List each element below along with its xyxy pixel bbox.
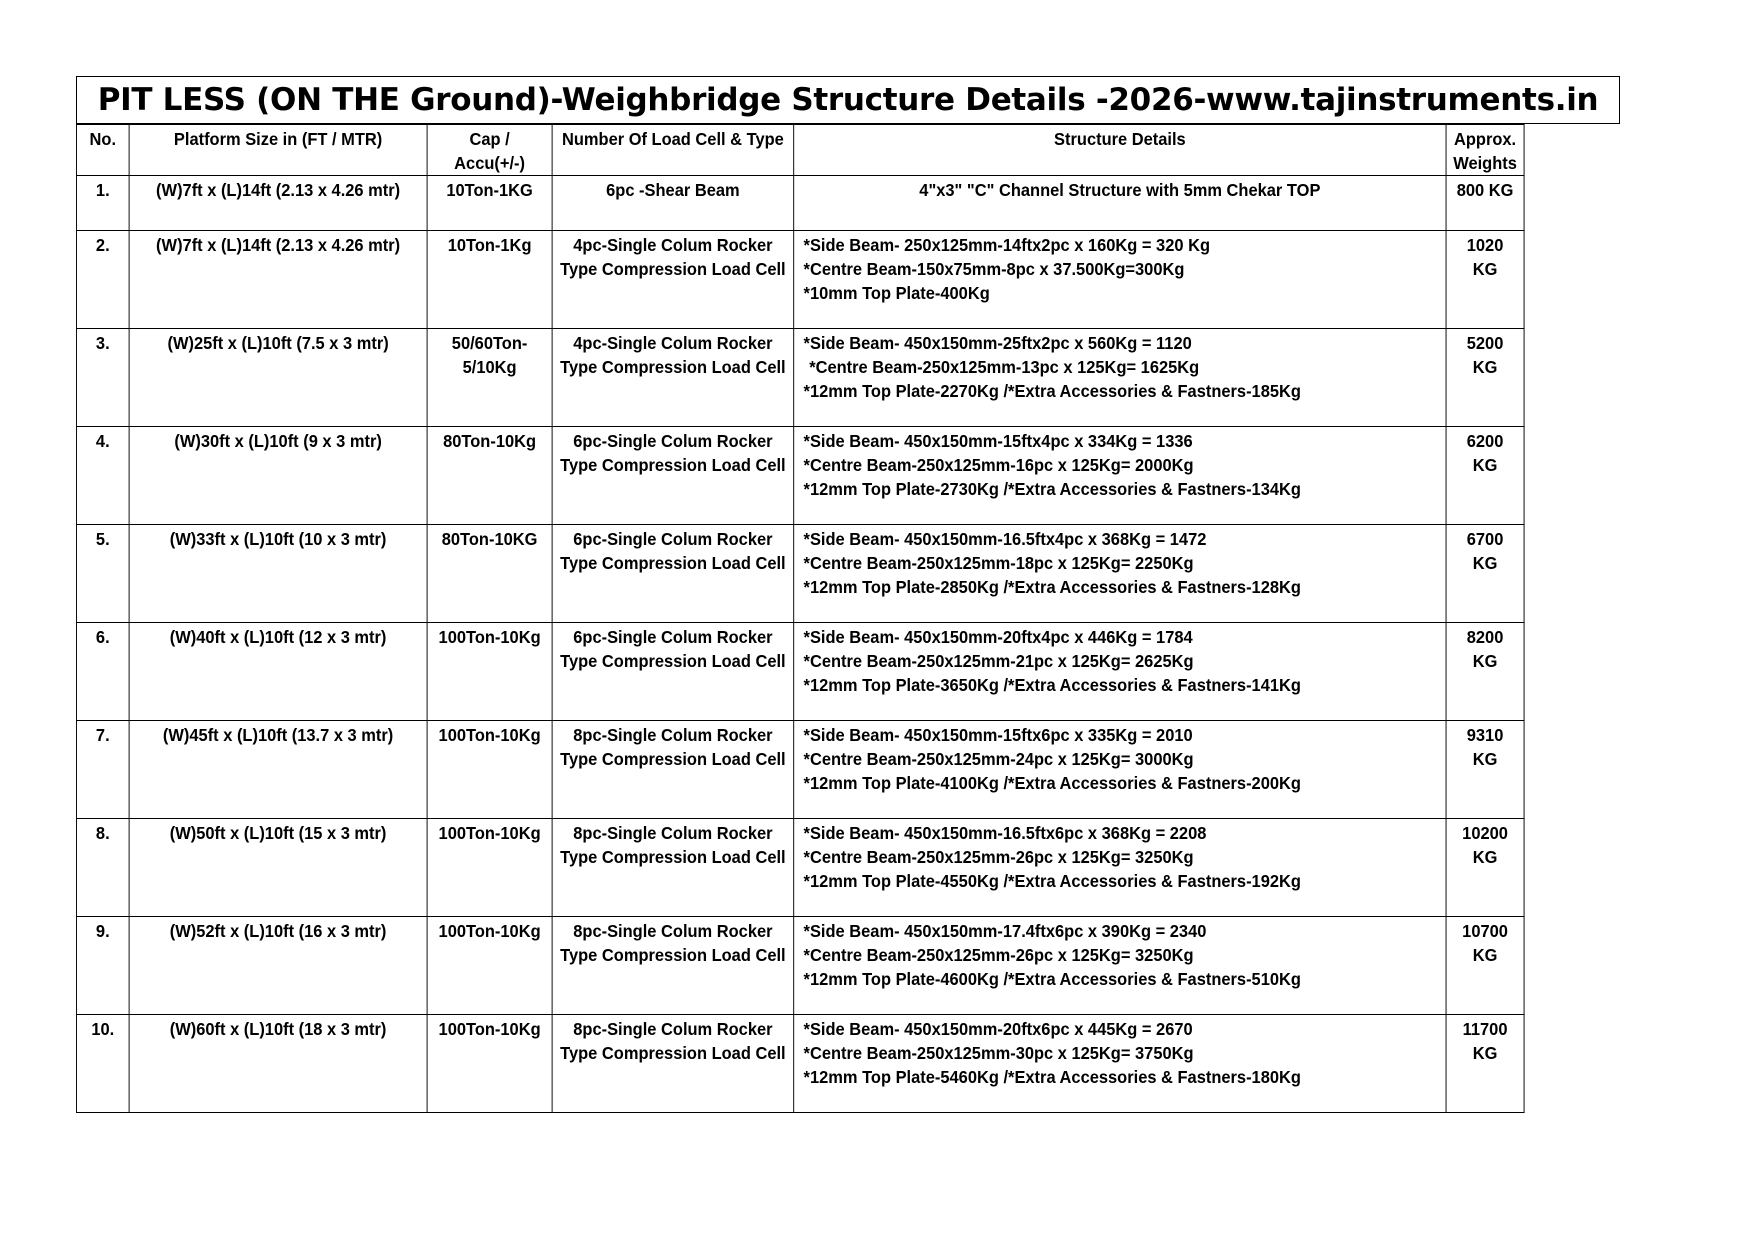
cell-capacity: 50/60Ton-5/10Kg — [427, 329, 552, 427]
cell-no: 7. — [76, 721, 129, 819]
structure-line: *12mm Top Plate-4550Kg /*Extra Accessories & Fastners-192Kg — [803, 871, 1301, 891]
structure-line: *12mm Top Plate-3650Kg /*Extra Accessories & Fastners-141Kg — [803, 675, 1301, 695]
cell-load-cell: 6pc-Single Colum Rocker Type Compression Load Cell — [552, 427, 794, 525]
structure-line: *12mm Top Plate-2270Kg /*Extra Accessories & Fastners-185Kg — [803, 381, 1301, 401]
header-no: No. — [76, 125, 129, 176]
structure-line: *Centre Beam-250x125mm-18pc x 125Kg= 2250Kg — [803, 553, 1194, 573]
cell-no: 4. — [76, 427, 129, 525]
cell-platform-size: (W)25ft x (L)10ft (7.5 x 3 mtr) — [129, 329, 427, 427]
structure-line: *12mm Top Plate-2850Kg /*Extra Accessories & Fastners-128Kg — [803, 577, 1301, 597]
table-row — [76, 176, 1524, 231]
structure-line: *Side Beam- 450x150mm-25ftx2pc x 560Kg = 1120 — [803, 333, 1192, 353]
cell-load-cell: 8pc-Single Colum Rocker Type Compression Load Cell — [552, 1015, 794, 1113]
header-platform-size: Platform Size in (FT / MTR) — [129, 125, 427, 176]
cell-platform-size: (W)33ft x (L)10ft (10 x 3 mtr) — [129, 525, 427, 623]
table-row — [76, 917, 1524, 1015]
cell-platform-size: (W)52ft x (L)10ft (16 x 3 mtr) — [129, 917, 427, 1015]
cell-load-cell: 8pc-Single Colum Rocker Type Compression Load Cell — [552, 819, 794, 917]
structure-line: *12mm Top Plate-5460Kg /*Extra Accessories & Fastners-180Kg — [803, 1067, 1301, 1087]
header-structure-details: Structure Details — [794, 125, 1446, 176]
cell-approx-weight: 10200 KG — [1446, 819, 1524, 917]
cell-approx-weight: 5200 KG — [1446, 329, 1524, 427]
cell-no: 2. — [76, 231, 129, 329]
document-sheet — [76, 76, 1620, 1113]
structure-line: *Centre Beam-250x125mm-13pc x 125Kg= 1625Kg — [809, 357, 1200, 377]
structure-line: *Centre Beam-150x75mm-8pc x 37.500Kg=300Kg — [803, 259, 1185, 279]
cell-approx-weight: 6200 KG — [1446, 427, 1524, 525]
structure-table — [76, 124, 1525, 1113]
structure-line: *Side Beam- 450x150mm-15ftx6pc x 335Kg = 2010 — [803, 725, 1193, 745]
table-header-row — [76, 125, 1524, 176]
structure-line: *Side Beam- 250x125mm-14ftx2pc x 160Kg = 320 Kg — [803, 235, 1211, 255]
cell-platform-size: (W)7ft x (L)14ft (2.13 x 4.26 mtr) — [129, 231, 427, 329]
structure-line: *Side Beam- 450x150mm-16.5ftx6pc x 368Kg = 2208 — [803, 823, 1207, 843]
structure-line: *Centre Beam-250x125mm-24pc x 125Kg= 3000Kg — [803, 749, 1194, 769]
structure-line: *Centre Beam-250x125mm-26pc x 125Kg= 3250Kg — [803, 945, 1194, 965]
cell-approx-weight: 8200 KG — [1446, 623, 1524, 721]
cell-no: 6. — [76, 623, 129, 721]
cell-no: 8. — [76, 819, 129, 917]
cell-capacity: 100Ton-10Kg — [427, 721, 552, 819]
structure-line: *12mm Top Plate-2730Kg /*Extra Accessories & Fastners-134Kg — [803, 479, 1301, 499]
cell-approx-weight: 6700 KG — [1446, 525, 1524, 623]
document-title: PIT LESS (ON THE Ground)-Weighbridge Structure Details -2026-www.tajinstruments.in — [76, 76, 1620, 124]
cell-capacity: 10Ton-1KG — [427, 176, 552, 231]
structure-line: *12mm Top Plate-4100Kg /*Extra Accessories & Fastners-200Kg — [803, 773, 1301, 793]
cell-load-cell: 6pc-Single Colum Rocker Type Compression Load Cell — [552, 623, 794, 721]
cell-approx-weight: 1020 KG — [1446, 231, 1524, 329]
cell-platform-size: (W)7ft x (L)14ft (2.13 x 4.26 mtr) — [129, 176, 427, 231]
table-row — [76, 819, 1524, 917]
cell-load-cell: 6pc -Shear Beam — [552, 176, 794, 231]
cell-structure-details — [794, 427, 1446, 525]
cell-platform-size: (W)40ft x (L)10ft (12 x 3 mtr) — [129, 623, 427, 721]
cell-load-cell: 8pc-Single Colum Rocker Type Compression Load Cell — [552, 917, 794, 1015]
header-approx-weight: Approx. Weights — [1446, 125, 1524, 176]
cell-no: 3. — [76, 329, 129, 427]
cell-structure-details — [794, 329, 1446, 427]
structure-line: 4"x3" "C" Channel Structure with 5mm Chekar TOP — [919, 180, 1321, 200]
cell-capacity: 80Ton-10KG — [427, 525, 552, 623]
structure-line: *Side Beam- 450x150mm-20ftx4pc x 446Kg = 1784 — [803, 627, 1193, 647]
cell-structure-details — [794, 1015, 1446, 1113]
table-row — [76, 427, 1524, 525]
table-row — [76, 1015, 1524, 1113]
header-load-cell: Number Of Load Cell & Type — [552, 125, 794, 176]
table-row — [76, 525, 1524, 623]
cell-load-cell: 6pc-Single Colum Rocker Type Compression Load Cell — [552, 525, 794, 623]
structure-line: *Centre Beam-250x125mm-16pc x 125Kg= 2000Kg — [803, 455, 1194, 475]
cell-capacity: 100Ton-10Kg — [427, 623, 552, 721]
cell-load-cell: 4pc-Single Colum Rocker Type Compression Load Cell — [552, 329, 794, 427]
cell-platform-size: (W)50ft x (L)10ft (15 x 3 mtr) — [129, 819, 427, 917]
cell-platform-size: (W)45ft x (L)10ft (13.7 x 3 mtr) — [129, 721, 427, 819]
cell-approx-weight: 9310 KG — [1446, 721, 1524, 819]
cell-no: 1. — [76, 176, 129, 231]
structure-line: *Side Beam- 450x150mm-15ftx4pc x 334Kg = 1336 — [803, 431, 1193, 451]
structure-line: *Side Beam- 450x150mm-20ftx6pc x 445Kg = 2670 — [803, 1019, 1193, 1039]
cell-no: 10. — [76, 1015, 129, 1113]
cell-structure-details — [794, 721, 1446, 819]
table-row — [76, 329, 1524, 427]
structure-line: *Centre Beam-250x125mm-21pc x 125Kg= 2625Kg — [803, 651, 1194, 671]
table-row — [76, 231, 1524, 329]
cell-structure-details — [794, 623, 1446, 721]
cell-structure-details — [794, 917, 1446, 1015]
cell-load-cell: 8pc-Single Colum Rocker Type Compression Load Cell — [552, 721, 794, 819]
cell-capacity: 100Ton-10Kg — [427, 819, 552, 917]
cell-structure-details — [794, 525, 1446, 623]
cell-structure-details — [794, 176, 1446, 231]
table-row — [76, 623, 1524, 721]
structure-line: *Centre Beam-250x125mm-30pc x 125Kg= 3750Kg — [803, 1043, 1194, 1063]
cell-approx-weight: 800 KG — [1446, 176, 1524, 231]
structure-line: *10mm Top Plate-400Kg — [803, 283, 990, 303]
cell-capacity: 100Ton-10Kg — [427, 1015, 552, 1113]
cell-load-cell: 4pc-Single Colum Rocker Type Compression Load Cell — [552, 231, 794, 329]
cell-capacity: 80Ton-10Kg — [427, 427, 552, 525]
cell-approx-weight: 10700 KG — [1446, 917, 1524, 1015]
cell-capacity: 10Ton-1Kg — [427, 231, 552, 329]
cell-approx-weight: 11700 KG — [1446, 1015, 1524, 1113]
cell-platform-size: (W)60ft x (L)10ft (18 x 3 mtr) — [129, 1015, 427, 1113]
cell-structure-details — [794, 819, 1446, 917]
cell-no: 9. — [76, 917, 129, 1015]
structure-line: *Side Beam- 450x150mm-16.5ftx4pc x 368Kg = 1472 — [803, 529, 1207, 549]
cell-platform-size: (W)30ft x (L)10ft (9 x 3 mtr) — [129, 427, 427, 525]
structure-line: *Side Beam- 450x150mm-17.4ftx6pc x 390Kg = 2340 — [803, 921, 1207, 941]
cell-no: 5. — [76, 525, 129, 623]
table-row — [76, 721, 1524, 819]
structure-line: *12mm Top Plate-4600Kg /*Extra Accessories & Fastners-510Kg — [803, 969, 1301, 989]
cell-capacity: 100Ton-10Kg — [427, 917, 552, 1015]
cell-structure-details — [794, 231, 1446, 329]
structure-line: *Centre Beam-250x125mm-26pc x 125Kg= 3250Kg — [803, 847, 1194, 867]
header-capacity: Cap / Accu(+/-) — [427, 125, 552, 176]
